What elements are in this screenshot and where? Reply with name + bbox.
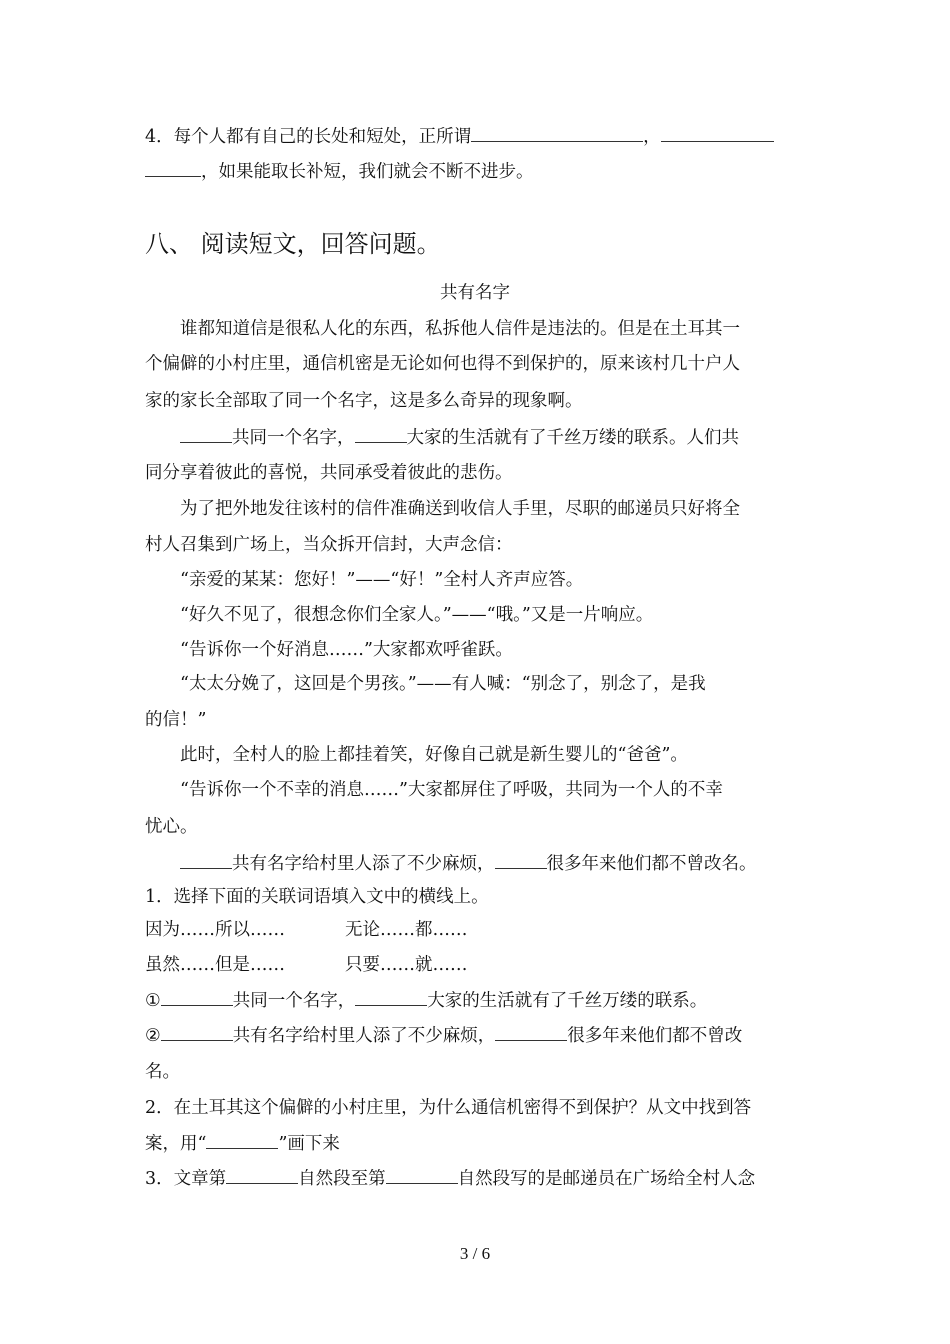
passage-line: 为了把外地发往该村的信件准确送到收信人手里，尽职的邮递员只好将全 [180, 499, 740, 519]
passage-title: 共有名字 [440, 283, 510, 303]
fill-item-2 [145, 1023, 742, 1048]
option-2: 无论……都…… [345, 920, 468, 940]
answer-blank[interactable] [180, 851, 232, 869]
passage-text: 大家的生活就有了千丝万缕的联系。人们共 [406, 428, 739, 448]
passage-line: 谁都知道信是很私人化的东西，私拆他人信件是违法的。但是在土耳其一 [180, 319, 740, 339]
answer-blank[interactable] [495, 851, 547, 869]
passage-line: 忧心。 [145, 817, 198, 837]
passage-line [180, 425, 739, 450]
passage-line: “太太分娩了，这回是个男孩。”——有人喊：“别念了，别念了，是我 [180, 674, 706, 694]
passage-line: 村人召集到广场上，当众拆开信封，大声念信： [145, 535, 513, 555]
item-text: 案，用“ [145, 1134, 207, 1154]
q4-text: 4．每个人都有自己的长处和短处，正所谓 [145, 127, 472, 147]
passage-line: “好久不见了，很想念你们全家人。”——“哦。”又是一片响应。 [180, 605, 654, 625]
item-text: 大家的生活就有了千丝万缕的联系。 [427, 991, 708, 1011]
passage-text: 很多年来他们都不曾改名。 [546, 854, 757, 874]
item-text: 自然段至第 [298, 1169, 386, 1189]
question-3 [145, 1166, 755, 1191]
q4-line-1 [145, 124, 774, 149]
item-text: 3．文章第 [145, 1169, 227, 1189]
item-number: ② [145, 1026, 161, 1046]
fill-item-2-cont: 名。 [145, 1062, 180, 1082]
item-text: 共同一个名字， [232, 991, 356, 1011]
passage-line [180, 851, 757, 876]
passage-line: 家的家长全部取了同一个名字，这是多么奇异的现象啊。 [145, 391, 583, 411]
question-1: 1．选择下面的关联词语填入文中的横线上。 [145, 887, 489, 907]
question-2: 2．在土耳其这个偏僻的小村庄里，为什么通信机密得不到保护？从文中找到答 [145, 1098, 752, 1118]
option-4: 只要……就…… [345, 955, 468, 975]
passage-line: 个偏僻的小村庄里，通信机密是无论如何也得不到保护的，原来该村几十户人 [145, 354, 740, 374]
question-2-cont [145, 1131, 340, 1156]
passage-line: “告诉你一个不幸的消息……”大家都屏住了呼吸，共同为一个人的不幸 [180, 780, 723, 800]
answer-blank[interactable] [661, 124, 774, 142]
item-number: ① [145, 991, 161, 1011]
passage-line: 此时，全村人的脸上都挂着笑，好像自己就是新生婴儿的“爸爸”。 [180, 745, 688, 765]
item-text: 很多年来他们都不曾改 [567, 1026, 743, 1046]
passage-line: “告诉你一个好消息……”大家都欢呼雀跃。 [180, 640, 513, 660]
answer-blank[interactable] [226, 1166, 298, 1184]
item-text: 共有名字给村里人添了不少麻烦， [232, 1026, 496, 1046]
passage-text: 共有名字给村里人添了不少麻烦， [232, 854, 495, 874]
option-3: 虽然……但是…… [145, 955, 285, 975]
passage-line: 的信！” [145, 710, 207, 730]
option-1: 因为……所以…… [145, 920, 285, 940]
answer-blank[interactable] [355, 988, 427, 1006]
q4-comma: ， [643, 127, 661, 147]
item-text: 自然段写的是邮递员在广场给全村人念 [457, 1169, 756, 1189]
q4-line-2 [145, 159, 534, 184]
answer-blank[interactable] [145, 159, 201, 177]
answer-blank[interactable] [161, 988, 233, 1006]
passage-line: 同分享着彼此的喜悦，共同承受着彼此的悲伤。 [145, 463, 513, 483]
answer-blank[interactable] [180, 425, 232, 443]
answer-blank[interactable] [206, 1131, 278, 1149]
section-heading: 八、 阅读短文，回答问题。 [145, 230, 441, 258]
answer-blank[interactable] [161, 1023, 233, 1041]
fill-item-1 [145, 988, 707, 1013]
answer-blank[interactable] [495, 1023, 567, 1041]
item-text: ”画下来 [278, 1134, 340, 1154]
passage-text: 共同一个名字， [232, 428, 355, 448]
answer-blank[interactable] [355, 425, 407, 443]
answer-blank[interactable] [471, 124, 643, 142]
answer-blank[interactable] [386, 1166, 458, 1184]
passage-line: “亲爱的某某：您好！”——“好！”全村人齐声应答。 [180, 570, 584, 590]
q4-text: ，如果能取长补短，我们就会不断不进步。 [201, 162, 534, 182]
page-number: 3 / 6 [459, 1244, 491, 1263]
